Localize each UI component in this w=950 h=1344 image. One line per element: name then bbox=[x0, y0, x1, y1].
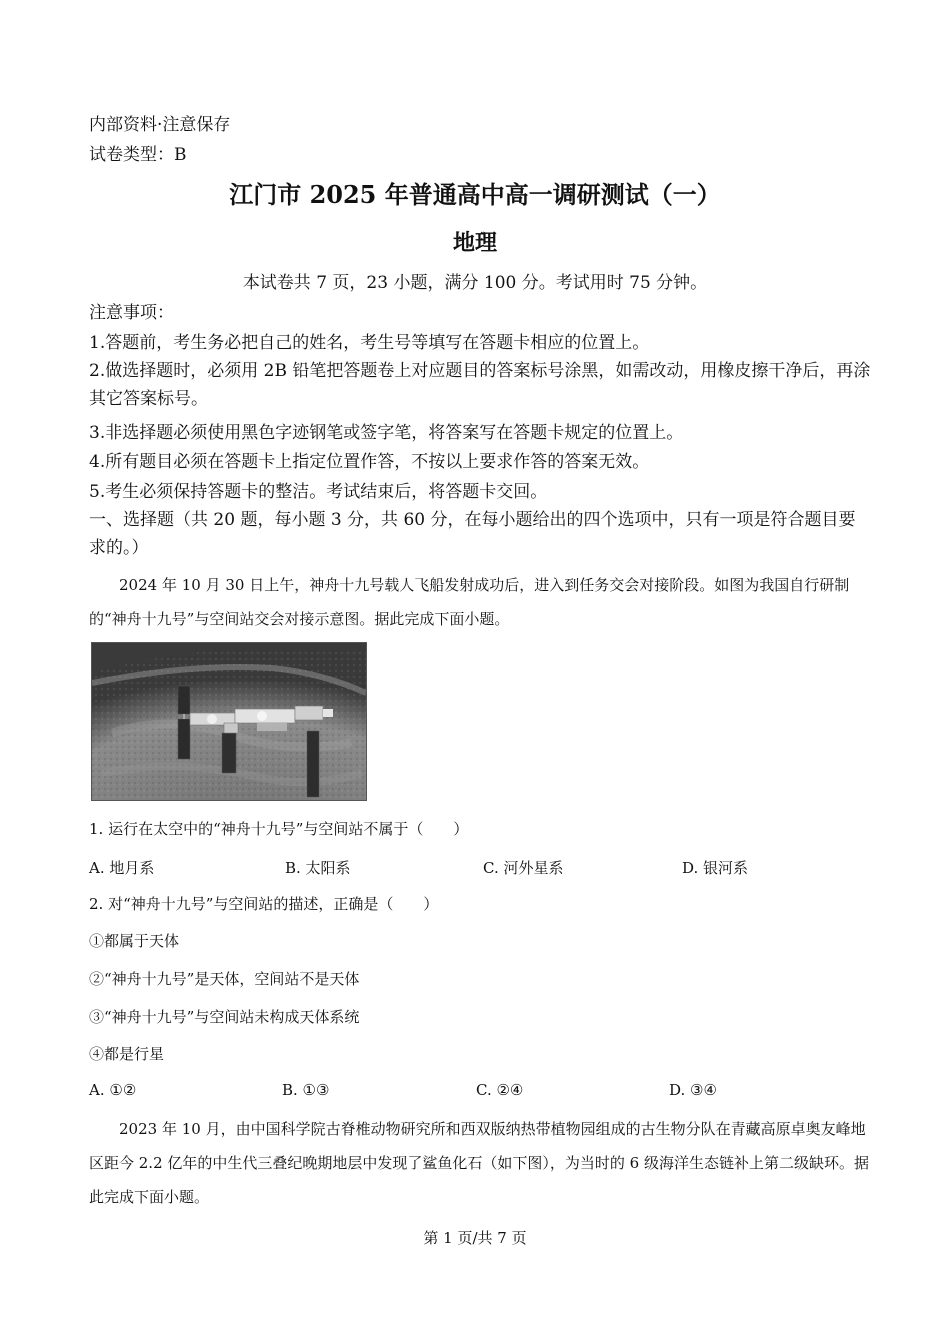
space-station-photo bbox=[91, 642, 367, 801]
paper-type-label: 试卷类型：B bbox=[89, 145, 187, 165]
notice-item: 1.答题前，考生务必把自己的姓名，考生号等填写在答题卡相应的位置上。 bbox=[89, 333, 650, 353]
option-d: D. ③④ bbox=[669, 1081, 717, 1099]
subject-title: 地理 bbox=[452, 230, 497, 256]
notice-item: 2.做选择题时，必须用 2B 铅笔把答题卷上对应题目的答案标号涂黑，如需改动，用橡皮擦干净后，再涂其它答案标号。 bbox=[89, 361, 871, 409]
confidential-label: 内部资料·注意保存 bbox=[89, 115, 231, 135]
exam-info: 本试卷共 7 页，23 小题，满分 100 分。考试用时 75 分钟。 bbox=[242, 273, 708, 293]
notice-item: 3.非选择题必须使用黑色字迹钢笔或签字笔，将答案写在答题卡规定的位置上。 bbox=[89, 423, 684, 443]
page-footer: 第 1 页/共 7 页 bbox=[423, 1229, 527, 1247]
option-b: B. 太阳系 bbox=[285, 859, 351, 877]
statement-item: ①都属于天体 bbox=[89, 932, 180, 950]
notice-item: 5.考生必须保持答题卡的整洁。考试结束后，将答题卡交回。 bbox=[89, 482, 548, 502]
notice-item: 4.所有题目必须在答题卡上指定位置作答，不按以上要求作答的答案无效。 bbox=[89, 452, 650, 472]
material-paragraph: 2023 年 10 月，由中国科学院古脊椎动物研究所和西双版纳热带植物园组成的古生物分队在青藏高原卓奥友峰地区距今 2.2 亿年的中生代三叠纪晚期地层中发现了鲨鱼化石（如下图），为当时的 6 级海洋生态链补上第二级缺环。据此完成下面小题。 bbox=[89, 1120, 869, 1206]
statement-item: ③“神舟十九号”与空间站未构成天体系统 bbox=[89, 1008, 360, 1026]
option-c: C. ②④ bbox=[476, 1081, 524, 1099]
option-b: B. ①③ bbox=[282, 1081, 330, 1099]
page-title: 江门市 2025 年普通高中高一调研测试（一） bbox=[229, 180, 721, 209]
option-a: A. 地月系 bbox=[89, 859, 155, 877]
statement-item: ④都是行星 bbox=[89, 1045, 165, 1063]
question-stem: 1. 运行在太空中的“神舟十九号”与空间站不属于（ ） bbox=[89, 820, 469, 838]
section-heading: 一、选择题（共 20 题，每小题 3 分，共 60 分，在每小题给出的四个选项中，只有一项是符合题目要求的。） bbox=[89, 510, 856, 558]
notice-heading: 注意事项： bbox=[89, 303, 174, 323]
option-d: D. 银河系 bbox=[682, 859, 749, 877]
question-stem: 2. 对“神舟十九号”与空间站的描述，正确是（ ） bbox=[89, 895, 439, 913]
statement-item: ②“神舟十九号”是天体，空间站不是天体 bbox=[89, 970, 360, 988]
material-paragraph: 2024 年 10 月 30 日上午，神舟十九号载人飞船发射成功后，进入到任务交会对接阶段。如图为我国自行研制的“神舟十九号”与空间站交会对接示意图。据此完成下面小题。 bbox=[89, 576, 850, 628]
option-c: C. 河外星系 bbox=[483, 859, 564, 877]
option-a: A. ①② bbox=[89, 1081, 137, 1099]
